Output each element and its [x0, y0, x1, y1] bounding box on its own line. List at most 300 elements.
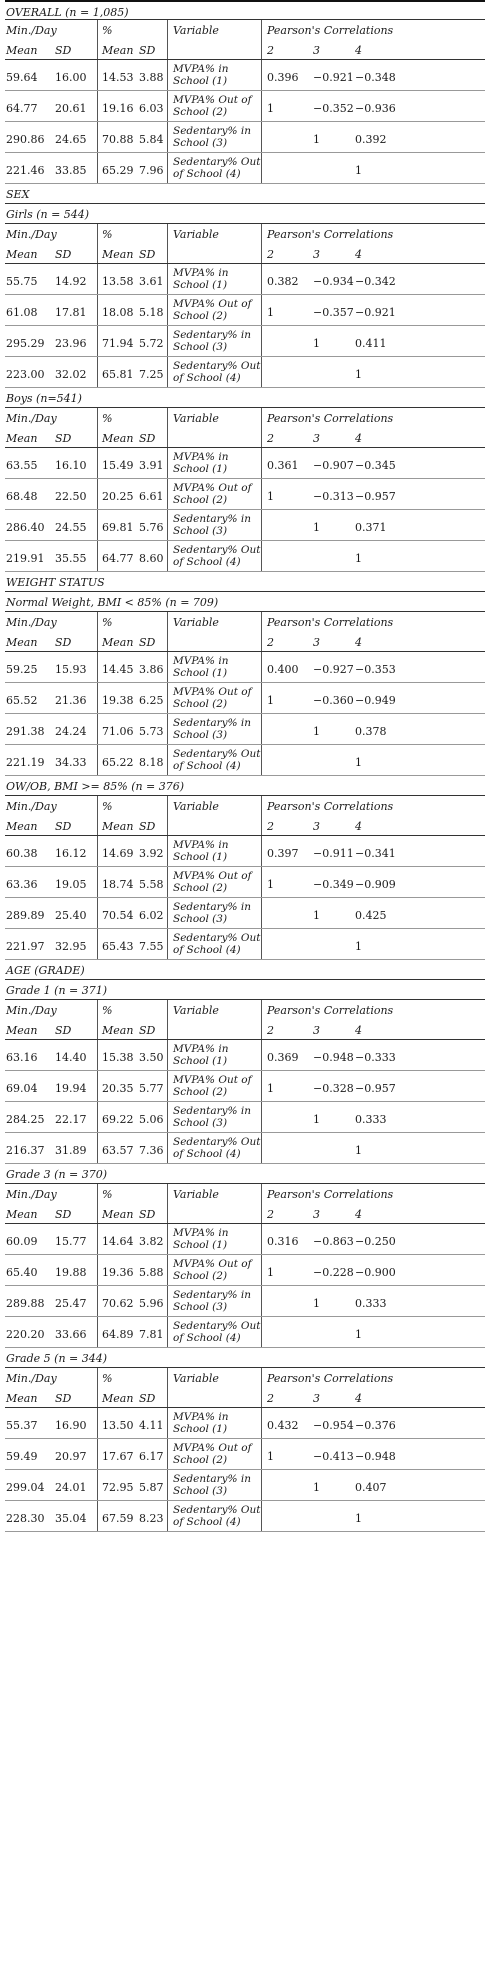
header-pct-sd: SD [139, 432, 156, 445]
pct-sd-cell: 5.73 [139, 725, 164, 738]
table-row [5, 1133, 485, 1164]
table-row [5, 1102, 485, 1133]
min-mean-cell: 223.00 [6, 368, 45, 381]
variable-line: School (1) [173, 1055, 228, 1067]
section-heading [5, 1348, 485, 1368]
group-heading [5, 960, 485, 980]
column-divider [97, 898, 98, 928]
table-row [5, 60, 485, 91]
r2-cell: 1 [267, 878, 274, 891]
pct-mean-cell: 63.57 [102, 1144, 134, 1157]
column-divider [97, 541, 98, 571]
column-divider [167, 632, 168, 651]
r4-cell: 1 [355, 164, 362, 177]
group-heading-text: SEX [6, 188, 30, 201]
r3-cell: 1 [313, 1113, 320, 1126]
min-mean-cell: 65.40 [6, 1266, 38, 1279]
r3-cell: −0.313 [313, 490, 354, 503]
r2-cell: 0.396 [267, 71, 299, 84]
column-divider [261, 1439, 262, 1469]
column-divider [97, 244, 98, 263]
pct-sd-cell: 7.96 [139, 164, 164, 177]
column-divider [261, 867, 262, 897]
column-divider [261, 122, 262, 152]
pct-sd-cell: 3.91 [139, 459, 164, 472]
column-divider [261, 714, 262, 744]
header-pct-mean: Mean [102, 248, 134, 261]
min-mean-cell: 291.38 [6, 725, 45, 738]
header-percent: % [102, 1372, 113, 1385]
variable-line: Sedentary% Out [173, 1320, 261, 1332]
column-divider [261, 428, 262, 447]
header-pct-sd: SD [139, 1024, 156, 1037]
table-row [5, 1040, 485, 1071]
min-mean-cell: 289.88 [6, 1297, 45, 1310]
pct-sd-cell: 6.03 [139, 102, 164, 115]
variable-line: of School (4) [173, 760, 241, 772]
column-divider [261, 745, 262, 775]
column-header-row-1 [5, 224, 485, 244]
min-mean-cell: 55.75 [6, 275, 38, 288]
column-divider [97, 224, 98, 244]
variable-line: School (2) [173, 698, 228, 710]
r2-cell: 0.432 [267, 1419, 299, 1432]
header-r3: 3 [313, 432, 320, 445]
group-heading-text: WEIGHT STATUS [6, 576, 105, 589]
table-row [5, 326, 485, 357]
header-min-day: Min./Day [6, 228, 57, 241]
column-divider [261, 448, 262, 478]
pct-mean-cell: 70.62 [102, 1297, 134, 1310]
header-r2: 2 [267, 1024, 274, 1037]
column-divider [167, 745, 168, 775]
header-sd: SD [55, 1208, 72, 1221]
column-divider [261, 326, 262, 356]
column-divider [261, 153, 262, 183]
column-divider [261, 612, 262, 632]
min-mean-cell: 220.20 [6, 1328, 45, 1341]
column-divider [97, 1040, 98, 1070]
column-divider [97, 1184, 98, 1204]
variable-line: School (2) [173, 1454, 228, 1466]
min-mean-cell: 228.30 [6, 1512, 45, 1525]
variable-line: MVPA% in [173, 1043, 229, 1055]
min-sd-cell: 24.55 [55, 521, 87, 534]
correlation-table [5, 0, 485, 1532]
min-mean-cell: 59.64 [6, 71, 38, 84]
variable-cell [173, 329, 251, 353]
r3-cell: 1 [313, 521, 320, 534]
pct-mean-cell: 71.94 [102, 337, 134, 350]
pct-mean-cell: 14.45 [102, 663, 134, 676]
variable-line: School (3) [173, 341, 228, 353]
table-row [5, 357, 485, 388]
column-divider [167, 1204, 168, 1223]
pct-sd-cell: 5.96 [139, 1297, 164, 1310]
column-divider [97, 1020, 98, 1039]
column-divider [167, 1317, 168, 1347]
pct-mean-cell: 20.25 [102, 490, 134, 503]
r4-cell: 0.425 [355, 909, 387, 922]
variable-line: School (2) [173, 310, 228, 322]
column-divider [97, 1000, 98, 1020]
variable-line: MVPA% Out of [173, 298, 252, 310]
column-divider [97, 20, 98, 40]
column-divider [97, 295, 98, 325]
section-heading-text: Normal Weight, BMI < 85% (n = 709) [6, 596, 219, 609]
pct-sd-cell: 5.58 [139, 878, 164, 891]
header-percent: % [102, 228, 113, 241]
column-divider [97, 1071, 98, 1101]
pct-sd-cell: 6.17 [139, 1450, 164, 1463]
column-divider [261, 264, 262, 294]
column-header-row-2 [5, 1388, 485, 1408]
r4-cell: 0.407 [355, 1481, 387, 1494]
header-mean: Mean [6, 1024, 38, 1037]
column-divider [97, 1388, 98, 1407]
r2-cell: 0.400 [267, 663, 299, 676]
variable-cell [173, 932, 260, 956]
column-divider [261, 541, 262, 571]
r4-cell: −0.957 [355, 1082, 396, 1095]
r3-cell: 1 [313, 909, 320, 922]
pct-sd-cell: 8.23 [139, 1512, 164, 1525]
variable-cell [173, 1504, 260, 1528]
r4-cell: 1 [355, 756, 362, 769]
table-row [5, 1501, 485, 1532]
column-divider [167, 91, 168, 121]
pct-mean-cell: 70.54 [102, 909, 134, 922]
variable-line: MVPA% Out of [173, 870, 252, 882]
r3-cell: −0.907 [313, 459, 354, 472]
column-divider [97, 1470, 98, 1500]
variable-cell [173, 63, 228, 87]
table-row [5, 122, 485, 153]
pct-sd-cell: 5.88 [139, 1266, 164, 1279]
pct-sd-cell: 5.77 [139, 1082, 164, 1095]
table-row [5, 1470, 485, 1501]
min-sd-cell: 35.04 [55, 1512, 87, 1525]
column-divider [97, 929, 98, 959]
min-mean-cell: 68.48 [6, 490, 38, 503]
header-pearson: Pearson's Correlations [267, 616, 394, 629]
variable-cell [173, 360, 260, 384]
r4-cell: −0.376 [355, 1419, 396, 1432]
pct-mean-cell: 13.58 [102, 275, 134, 288]
variable-cell [173, 125, 251, 149]
r4-cell: 1 [355, 1512, 362, 1525]
variable-line: Sedentary% in [173, 717, 251, 729]
column-divider [261, 1133, 262, 1163]
table-row [5, 929, 485, 960]
min-mean-cell: 61.08 [6, 306, 38, 319]
variable-line: School (3) [173, 137, 228, 149]
column-divider [167, 357, 168, 387]
column-divider [97, 1133, 98, 1163]
pct-sd-cell: 5.76 [139, 521, 164, 534]
variable-line: Sedentary% in [173, 901, 251, 913]
min-mean-cell: 286.40 [6, 521, 45, 534]
header-variable: Variable [173, 1188, 219, 1201]
header-r4: 4 [355, 248, 362, 261]
pct-sd-cell: 3.86 [139, 663, 164, 676]
column-divider [261, 224, 262, 244]
pct-sd-cell: 8.18 [139, 756, 164, 769]
min-sd-cell: 15.77 [55, 1235, 87, 1248]
variable-cell [173, 686, 251, 710]
variable-cell [173, 513, 251, 537]
r3-cell: −0.349 [313, 878, 354, 891]
column-divider [97, 326, 98, 356]
r4-cell: −0.342 [355, 275, 396, 288]
r3-cell: −0.357 [313, 306, 354, 319]
r4-cell: 1 [355, 940, 362, 953]
r2-cell: 1 [267, 102, 274, 115]
variable-line: of School (4) [173, 1332, 241, 1344]
header-mean: Mean [6, 1392, 38, 1405]
column-divider [261, 244, 262, 263]
pct-sd-cell: 8.60 [139, 552, 164, 565]
r2-cell: 0.316 [267, 1235, 299, 1248]
variable-cell [173, 1320, 260, 1344]
column-divider [167, 1439, 168, 1469]
pct-sd-cell: 7.25 [139, 368, 164, 381]
header-min-day: Min./Day [6, 800, 57, 813]
r4-cell: −0.345 [355, 459, 396, 472]
variable-line: MVPA% in [173, 63, 229, 75]
header-variable: Variable [173, 1004, 219, 1017]
header-min-day: Min./Day [6, 1372, 57, 1385]
column-divider [261, 91, 262, 121]
r3-cell: −0.954 [313, 1419, 354, 1432]
column-divider [167, 1040, 168, 1070]
header-mean: Mean [6, 44, 38, 57]
column-divider [97, 1317, 98, 1347]
min-mean-cell: 65.52 [6, 694, 38, 707]
section-heading-text: Girls (n = 544) [6, 208, 90, 221]
header-r3: 3 [313, 636, 320, 649]
column-divider [167, 326, 168, 356]
min-sd-cell: 25.40 [55, 909, 87, 922]
variable-cell [173, 870, 251, 894]
variable-line: School (2) [173, 494, 228, 506]
min-mean-cell: 284.25 [6, 1113, 45, 1126]
header-r3: 3 [313, 820, 320, 833]
column-header-row-1 [5, 20, 485, 40]
r3-cell: −0.927 [313, 663, 354, 676]
min-sd-cell: 14.92 [55, 275, 87, 288]
r4-cell: 0.333 [355, 1297, 387, 1310]
min-sd-cell: 24.65 [55, 133, 87, 146]
min-mean-cell: 59.25 [6, 663, 38, 676]
column-divider [167, 898, 168, 928]
pct-sd-cell: 3.82 [139, 1235, 164, 1248]
r2-cell: 1 [267, 1450, 274, 1463]
variable-line: School (2) [173, 1086, 228, 1098]
min-mean-cell: 63.55 [6, 459, 38, 472]
column-divider [97, 612, 98, 632]
column-header-row-2 [5, 40, 485, 60]
variable-line: School (3) [173, 1485, 228, 1497]
r4-cell: −0.957 [355, 490, 396, 503]
variable-line: School (3) [173, 1117, 228, 1129]
min-mean-cell: 63.36 [6, 878, 38, 891]
header-percent: % [102, 616, 113, 629]
header-pct-sd: SD [139, 1208, 156, 1221]
header-r4: 4 [355, 44, 362, 57]
r4-cell: 0.392 [355, 133, 387, 146]
table-row [5, 1286, 485, 1317]
column-header-row-1 [5, 1000, 485, 1020]
section-heading [5, 1164, 485, 1184]
table-row [5, 745, 485, 776]
header-min-day: Min./Day [6, 412, 57, 425]
pct-mean-cell: 65.22 [102, 756, 134, 769]
r3-cell: −0.911 [313, 847, 354, 860]
header-sd: SD [55, 432, 72, 445]
variable-line: Sedentary% in [173, 125, 251, 137]
r3-cell: −0.360 [313, 694, 354, 707]
r3-cell: −0.413 [313, 1450, 354, 1463]
r4-cell: 0.378 [355, 725, 387, 738]
pct-sd-cell: 6.25 [139, 694, 164, 707]
column-divider [261, 1224, 262, 1254]
header-percent: % [102, 1004, 113, 1017]
header-pct-sd: SD [139, 636, 156, 649]
header-variable: Variable [173, 412, 219, 425]
r4-cell: −0.900 [355, 1266, 396, 1279]
r3-cell: 1 [313, 1297, 320, 1310]
header-r2: 2 [267, 44, 274, 57]
header-min-day: Min./Day [6, 616, 57, 629]
variable-line: Sedentary% in [173, 1473, 251, 1485]
variable-line: MVPA% in [173, 267, 229, 279]
r4-cell: −0.921 [355, 306, 396, 319]
min-sd-cell: 21.36 [55, 694, 87, 707]
column-divider [167, 122, 168, 152]
header-r4: 4 [355, 636, 362, 649]
column-divider [97, 153, 98, 183]
column-header-row-2 [5, 1204, 485, 1224]
min-mean-cell: 64.77 [6, 102, 38, 115]
header-pct-mean: Mean [102, 1208, 134, 1221]
column-divider [261, 20, 262, 40]
r4-cell: −0.250 [355, 1235, 396, 1248]
column-divider [261, 1388, 262, 1407]
min-sd-cell: 34.33 [55, 756, 87, 769]
section-heading [5, 204, 485, 224]
header-r4: 4 [355, 1024, 362, 1037]
header-r4: 4 [355, 1392, 362, 1405]
r3-cell: −0.863 [313, 1235, 354, 1248]
header-min-day: Min./Day [6, 1188, 57, 1201]
min-sd-cell: 32.95 [55, 940, 87, 953]
header-pct-sd: SD [139, 820, 156, 833]
section-heading-text: Grade 1 (n = 371) [6, 984, 108, 997]
column-header-row-1 [5, 1368, 485, 1388]
header-pct-sd: SD [139, 44, 156, 57]
column-divider [261, 1470, 262, 1500]
pct-mean-cell: 14.53 [102, 71, 134, 84]
column-divider [167, 408, 168, 428]
header-r4: 4 [355, 432, 362, 445]
min-sd-cell: 15.93 [55, 663, 87, 676]
pct-sd-cell: 4.11 [139, 1419, 164, 1432]
min-sd-cell: 22.17 [55, 1113, 87, 1126]
pct-mean-cell: 13.50 [102, 1419, 134, 1432]
header-variable: Variable [173, 800, 219, 813]
column-divider [97, 428, 98, 447]
header-pct-mean: Mean [102, 820, 134, 833]
column-divider [167, 1020, 168, 1039]
header-r2: 2 [267, 820, 274, 833]
variable-cell [173, 901, 251, 925]
table-row [5, 867, 485, 898]
min-mean-cell: 221.19 [6, 756, 45, 769]
pct-sd-cell: 6.61 [139, 490, 164, 503]
header-pearson: Pearson's Correlations [267, 1004, 394, 1017]
column-divider [261, 1184, 262, 1204]
min-sd-cell: 33.85 [55, 164, 87, 177]
min-sd-cell: 19.94 [55, 1082, 87, 1095]
variable-cell [173, 267, 228, 291]
column-divider [167, 1133, 168, 1163]
pct-mean-cell: 14.64 [102, 1235, 134, 1248]
r4-cell: 0.333 [355, 1113, 387, 1126]
variable-cell [173, 839, 228, 863]
header-mean: Mean [6, 1208, 38, 1221]
pct-sd-cell: 3.61 [139, 275, 164, 288]
r3-cell: 1 [313, 725, 320, 738]
variable-line: School (2) [173, 106, 228, 118]
column-divider [167, 1501, 168, 1531]
column-divider [167, 1286, 168, 1316]
variable-line: MVPA% in [173, 655, 229, 667]
min-sd-cell: 32.02 [55, 368, 87, 381]
column-divider [97, 714, 98, 744]
variable-cell [173, 1442, 251, 1466]
column-divider [261, 1071, 262, 1101]
pct-mean-cell: 14.69 [102, 847, 134, 860]
pct-mean-cell: 19.16 [102, 102, 134, 115]
r4-cell: 1 [355, 1328, 362, 1341]
min-sd-cell: 16.10 [55, 459, 87, 472]
column-divider [167, 153, 168, 183]
column-divider [97, 867, 98, 897]
min-mean-cell: 295.29 [6, 337, 45, 350]
column-divider [97, 357, 98, 387]
header-percent: % [102, 1188, 113, 1201]
pct-sd-cell: 3.50 [139, 1051, 164, 1064]
column-divider [167, 224, 168, 244]
table-row [5, 714, 485, 745]
column-divider [167, 40, 168, 59]
column-divider [97, 1439, 98, 1469]
pct-mean-cell: 69.22 [102, 1113, 134, 1126]
r3-cell: −0.934 [313, 275, 354, 288]
header-sd: SD [55, 820, 72, 833]
variable-cell [173, 298, 251, 322]
column-divider [167, 1255, 168, 1285]
pct-sd-cell: 6.02 [139, 909, 164, 922]
r3-cell: −0.921 [313, 71, 354, 84]
min-sd-cell: 16.90 [55, 1419, 87, 1432]
column-divider [167, 867, 168, 897]
variable-line: MVPA% Out of [173, 1442, 252, 1454]
column-divider [167, 1224, 168, 1254]
group-heading [5, 184, 485, 204]
r4-cell: −0.948 [355, 1450, 396, 1463]
